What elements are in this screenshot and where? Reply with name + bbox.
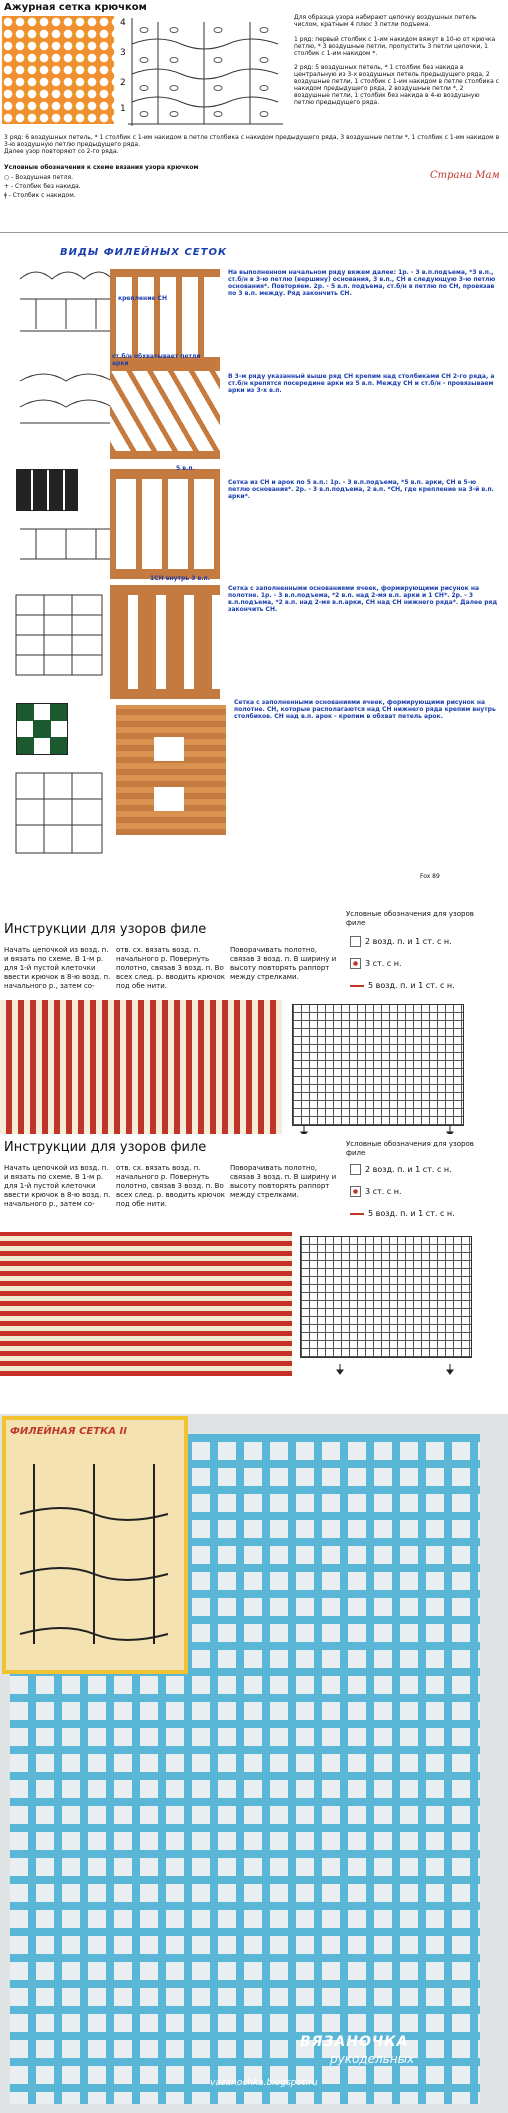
panel4-legend-title: Условные обозначения для узоров филе [346,1140,474,1157]
mesh-intro: Для образца узора набирают цепочку воздушных петель числом, кратным 4 плюс 3 петли подъема. [294,14,477,28]
section5-diagram [6,763,110,863]
section3-diagram [16,523,116,563]
section1-label: крепление СН [118,295,167,302]
inset-diagram [2,1416,188,1674]
section1-diagram [16,269,116,337]
brand-subtitle: рукодельных [330,2052,415,2066]
panel4-photo [0,1232,292,1376]
filled-cell-icon [350,958,361,969]
panel-filet-types [0,232,508,893]
panel4-legend-1: 2 возд. п. и 1 ст. с н. [350,1162,452,1178]
row-number-1: 1 [120,104,126,114]
double-crochet-icon: ǂ [4,192,7,199]
panel3-legend-3: 5 возд. п. и 1 ст. с н. [350,978,455,994]
panel2-footer: Fox 89 [420,873,440,880]
single-crochet-icon: + [4,183,10,190]
watermark-strana-mam: Страна Мам [430,170,500,181]
panel4-legend-2: 3 ст. с н. [350,1184,402,1200]
panel4-chart [300,1236,472,1358]
legend-dc: ǂ - Столбик с накидом. [4,192,76,199]
section5-pattern-icon [16,703,68,755]
brand-vazanochka: ВЯЗАНОЧКА [300,2034,409,2050]
legend-chain: ○ - Воздушная петля. [4,174,73,181]
section1-photo [110,269,220,365]
section4-text: Сетка с заполненными основаниями ячеек, формирующими рисунок на полотне. 1р. - 3 в.п.подъема, *2 в.п. над 2-мя в.п. арки и 1 СН*. 2р. - 3 в.п.подъема, *2 в.п. над 2-мя в.п.арки, СН над СН нижнего ряда*. Далее ряд закончить СН. [228,585,498,613]
brand-url: vazanochka.blogspot.ru [210,2078,318,2088]
panel-filet-instructions-2 [0,1140,508,1378]
filet-types-title: ВИДЫ ФИЛЕЙНЫХ СЕТОК [60,247,228,258]
row-number-4: 4 [120,18,126,28]
mesh-row-2: 2 ряд: 5 воздушных петель, * 1 столбик без накида в центральную из 3-х воздушных петель предыдущего ряда, 2 воздушные петли, 1 столбик с 1-им накидом в петле столбика с накидом предыдущего ряда, 2 воздушные петли *, 2 воздушные петли, 1 столбик без накида в 4-ю воздушную петлю предыдущего ряда. [294,64,499,106]
panel3-photo [0,1000,282,1134]
orange-mesh-photo [2,16,114,124]
panel4-col3: Поворачивать полотно, связав 3 возд. п. В ширину и высоту повторять раппорт между стрелками. [230,1164,337,1199]
section3-photo [110,469,220,579]
section4-label: 1СН внутрь 3 в.п. [150,575,210,582]
bar-cell-icon [350,985,364,987]
inset-badge: ФИЛЕЙНАЯ СЕТКА II [10,1426,127,1437]
section2-diagram [16,367,116,427]
panel3-chart [292,1004,464,1126]
section5-photo [116,705,226,835]
section2-photo [110,363,220,459]
bar-cell-icon [350,1213,364,1215]
panel3-arrows [300,1124,480,1134]
panel3-legend-1: 2 возд. п. и 1 ст. с н. [350,934,452,950]
legend-title: Условные обозначения к схеме вязания узора крючком [4,164,199,171]
row-number-3: 3 [120,48,126,58]
section2-label: ст.б/н обхватывает петли арки [112,353,201,367]
section3-blocks-icon [16,469,78,511]
panel4-legend-3: 5 возд. п. и 1 ст. с н. [350,1206,455,1222]
panel4-arrows [300,1362,480,1376]
section3-label: 5 в.п. [176,465,195,472]
mesh-row-3: 3 ряд: 6 воздушных петель, * 1 столбик с 1-им накидом в петле столбика с накидом предыдущего ряда, 3 воздушные петли *, 1 столбик с 1-им накидом в 3-ю воздушную петлю предыдущего ряда. [4,134,500,148]
section2-text: В 3-м ряду указанный выше ряд СН крепим над столбиками СН 2-го ряда, а ст.б/н крепятся посередине арки из 5 в.п. Между СН и ст.б/н - провязываем арки из 3-х в.п. [228,373,495,394]
chain-stitch-icon: ○ [4,174,10,181]
panel3-title: Инструкции для узоров филе [4,922,207,937]
mesh-diagram [118,14,288,132]
panel3-col2: отв. сх. вязать возд. п. начального р. Повернуть полотно, связав 3 возд. п. Во всех след. р. вводить крючок под обе нити. [116,946,226,990]
panel4-col1: Начать цепочкой из возд. п. и вязать по схеме. В 1-м р. для 1-й пустой клеточки ввести крючок в 8-ю возд. п. начального р., затем со- [4,1164,111,1208]
section5-text: Сетка с заполненными основаниями ячеек, формирующими рисунок на полотне. СН, которые располагаются над СН нижнего ряда крепим внутрь столбиков. СН над в.п. арок - крепим в обхват петель арок. [234,699,496,720]
panel-blue-filet [0,1414,508,2113]
section1-text: На выполненном начальном ряду вяжем далее: 1р. - 3 в.п.подъема, *3 в.п., ст.б/н в 3-ю петлю (вершину) основания, 3 в.п., СН в следующую 3-ю петлю основания*. Повторяем. 2р. - 5 в.п. подъема, ст.б/н в петлю по СН, провязав по 3 в.п. между. Ряд закончить СН. [228,269,496,297]
panel-openwork-mesh [0,0,508,205]
panel3-legend-2: 3 ст. с н. [350,956,402,972]
panel3-col3: Поворачивать полотно, связав 3 возд. п. В ширину и высоту повторять раппорт между стрелками. [230,946,337,981]
section3-text: Сетка из СН и арок по 5 в.п.: 1р. - 3 в.п.подъема, *5 в.п. арки, СН в 5-ю петлю основания*. 2р. - 3 в.п.подъема, 2 в.п. *СН, где крепление на 3-й в.п. арки*. [228,479,494,500]
panel4-col2: отв. сх. вязать возд. п. начального р. Повернуть полотно, связав 3 возд. п. Во всех след. р. вводить крючок под обе нити. [116,1164,226,1208]
empty-cell-icon [350,1164,361,1175]
panel4-title: Инструкции для узоров филе [4,1140,207,1155]
panel-filet-instructions-1 [0,902,508,1134]
panel3-legend-title: Условные обозначения для узоров филе [346,910,474,927]
panel1-title: Ажурная сетка крючком [4,2,147,13]
section4-diagram [6,585,110,685]
filled-cell-icon [350,1186,361,1197]
panel3-col1: Начать цепочкой из возд. п. и вязать по схеме. В 1-м р. для 1-й пустой клеточки ввести крючок в 8-ю возд. п. начального р., затем со- [4,946,111,990]
section4-photo [110,585,220,699]
row-number-2: 2 [120,78,126,88]
empty-cell-icon [350,936,361,947]
inset-stitches [14,1454,174,1654]
mesh-row-repeat: Далее узор повторяют со 2-го ряда. [4,148,119,155]
mesh-row-1: 1 ряд: первый столбик с 1-им накидом вяжут в 10-ю от крючка петлю, * 3 воздушные петли, пропустить 3 петли цепочки, 1 столбик с 1-им накидом *. [294,36,496,57]
legend-sc: + - Столбик без накида. [4,183,81,190]
